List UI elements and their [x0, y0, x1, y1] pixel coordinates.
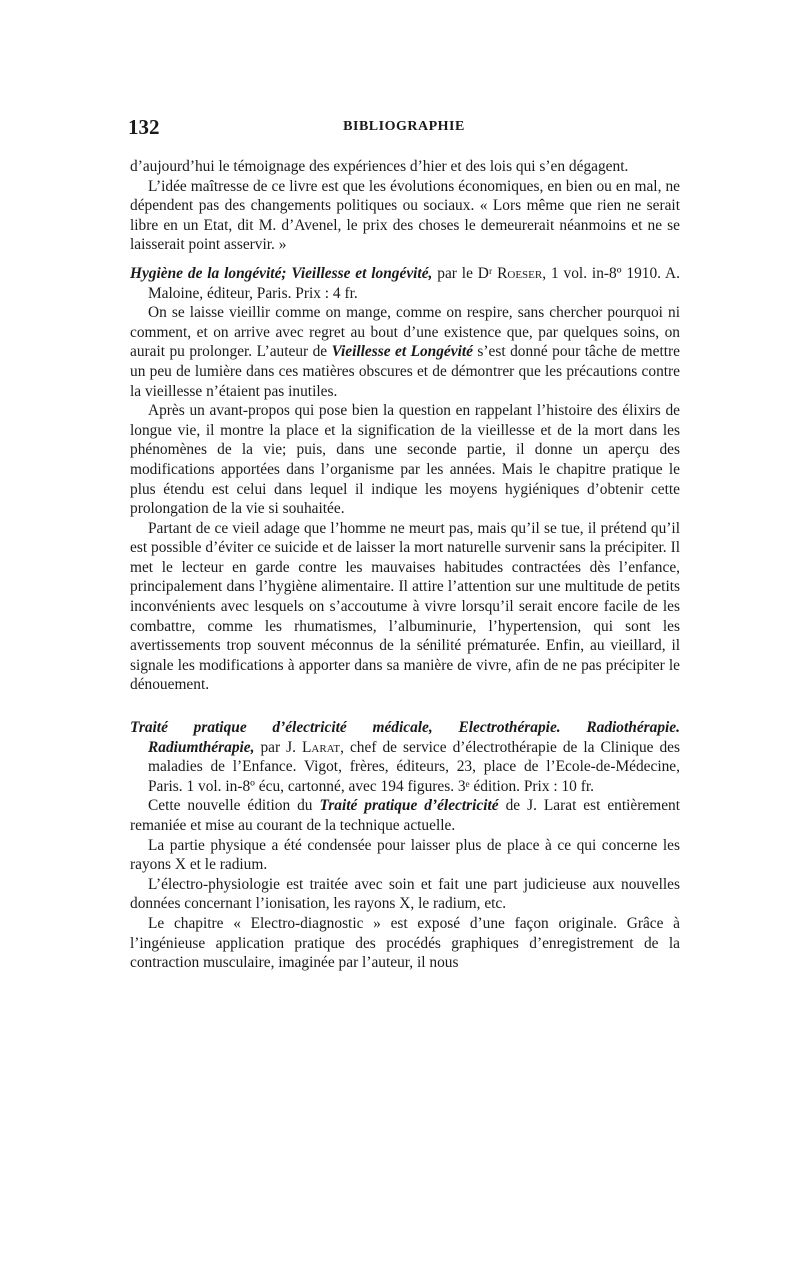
review-text: On se laisse vieillir comme on mange, comme on respire, sans chercher pourquoi ni comment, et on arrive avec regret au bout d’une existence que, par quelques soins, on aurait pu prolonger. L’auteur de — [130, 304, 680, 361]
entry-author-prefix: par le Dʳ — [432, 264, 498, 282]
review-paragraph: La partie physique a été condensée pour laisser plus de place à ce qui concerne les rayons X et le radium. — [130, 836, 680, 874]
cited-title: Vieillesse et Longévité — [331, 343, 473, 361]
page-body — [130, 157, 680, 973]
bibliography-entry-longevite — [130, 264, 680, 303]
paragraph-main-idea: L’idée maîtresse de ce livre est que les évolutions économiques, en bien ou en mal, ne dépendent pas des changements politiques ou sociaux. « Lors même que rien ne serait libre en un Etat, dit M. d’Avenel, le prix des choses le demeurerait néanmoins et ne se laisserait point asservir. » — [130, 177, 680, 254]
entry-details: , chef de service d’électrothérapie de la Clinique des maladies de l’Enfance. Vigot, frères, éditeurs, 23, place de l’Ecole-de-Médecine, Paris. 1 vol. in-8º écu, cartonné, avec 194 figures. 3ᵉ édition. Prix : 10 fr. — [148, 738, 680, 795]
review-paragraph: Le chapitre « Electro-diagnostic » est exposé d’une façon originale. Grâce à l’ingénieuse application pratique des procédés graphiques d’enregistrement de la contraction musculaire, imaginée par l’auteur, il nous — [130, 914, 680, 972]
review-paragraph: Après un avant-propos qui pose bien la question en rappelant l’histoire des élixirs de longue vie, il montre la place et la signification de la vieillesse et de la mort dans les phénomènes de la vie; puis, dans une seconde partie, il donne un aperçu des modifications apportées dans l’organisme par les années. Mais le chapitre pratique le plus étendu est celui dans lequel il indique les moyens hygiéniques d’obtenir cette prolongation de la vie si souhaitée. — [130, 402, 680, 518]
entry-author-prefix: par J. — [254, 738, 302, 756]
review-text: Cette nouvelle édition du — [148, 797, 320, 815]
review-text: s’est donné pour tâche de mettre un peu de lumière dans ces matières obscures et de démontrer que les précautions contre la vieillesse n’étaient pas inutiles. — [130, 343, 680, 400]
entry-author: Larat — [301, 738, 341, 756]
review-text: de J. Larat est entièrement remaniée et mise au courant de la technique actuelle. — [130, 797, 680, 834]
entry-title: Traité pratique d’électricité médicale, Electrothérapie. Radiothérapie. Radiumthérapie, — [130, 719, 680, 756]
bibliography-entry-electricite — [130, 718, 680, 796]
entry-title: Hygiène de la longévité; Vieillesse et longévité, — [130, 264, 433, 282]
review-paragraph: L’électro-physiologie est traitée avec soin et fait une part judicieuse aux nouvelles données concernant l’ionisation, les rayons X, le radium, etc. — [130, 875, 680, 913]
cited-title: Traité pratique d’électricité — [319, 797, 499, 815]
paragraph-continued: d’aujourd’hui le témoignage des expériences d’hier et des lois qui s’en dégagent. — [130, 158, 629, 175]
entry-author: Roeser — [497, 264, 543, 282]
section-title: BIBLIOGRAPHIE — [343, 119, 465, 134]
review-paragraph — [130, 796, 680, 835]
running-head — [128, 115, 680, 141]
review-paragraph — [130, 303, 680, 401]
entry-details: , 1 vol. in-8º 1910. A. Maloine, éditeur, Paris. Prix : 4 fr. — [148, 264, 680, 302]
page-number: 132 — [128, 115, 160, 139]
review-paragraph: Partant de ce vieil adage que l’homme ne meurt pas, mais qu’il se tue, il prétend qu’il est possible d’éviter ce suicide et de laisser la mort naturelle survenir sans la précipiter. Il met le lecteur en garde contre les mauvaises habitudes contractées dès l’enfance, principalement dans l’hygiène alimentaire. Il attire l’attention sur une multitude de petits inconvénients avec lesquels on s’accoutume à vivre lorsqu’il serait encore facile de les combattre, comme les rhumatismes, l’albuminurie, l’hypertension, qui sont les avertissements trop souvent méconnus de la sénilité prématurée. Enfin, au vieillard, il signale les modifications à apporter dans sa manière de vivre, afin de ne pas précipiter le dénouement. — [130, 519, 680, 694]
